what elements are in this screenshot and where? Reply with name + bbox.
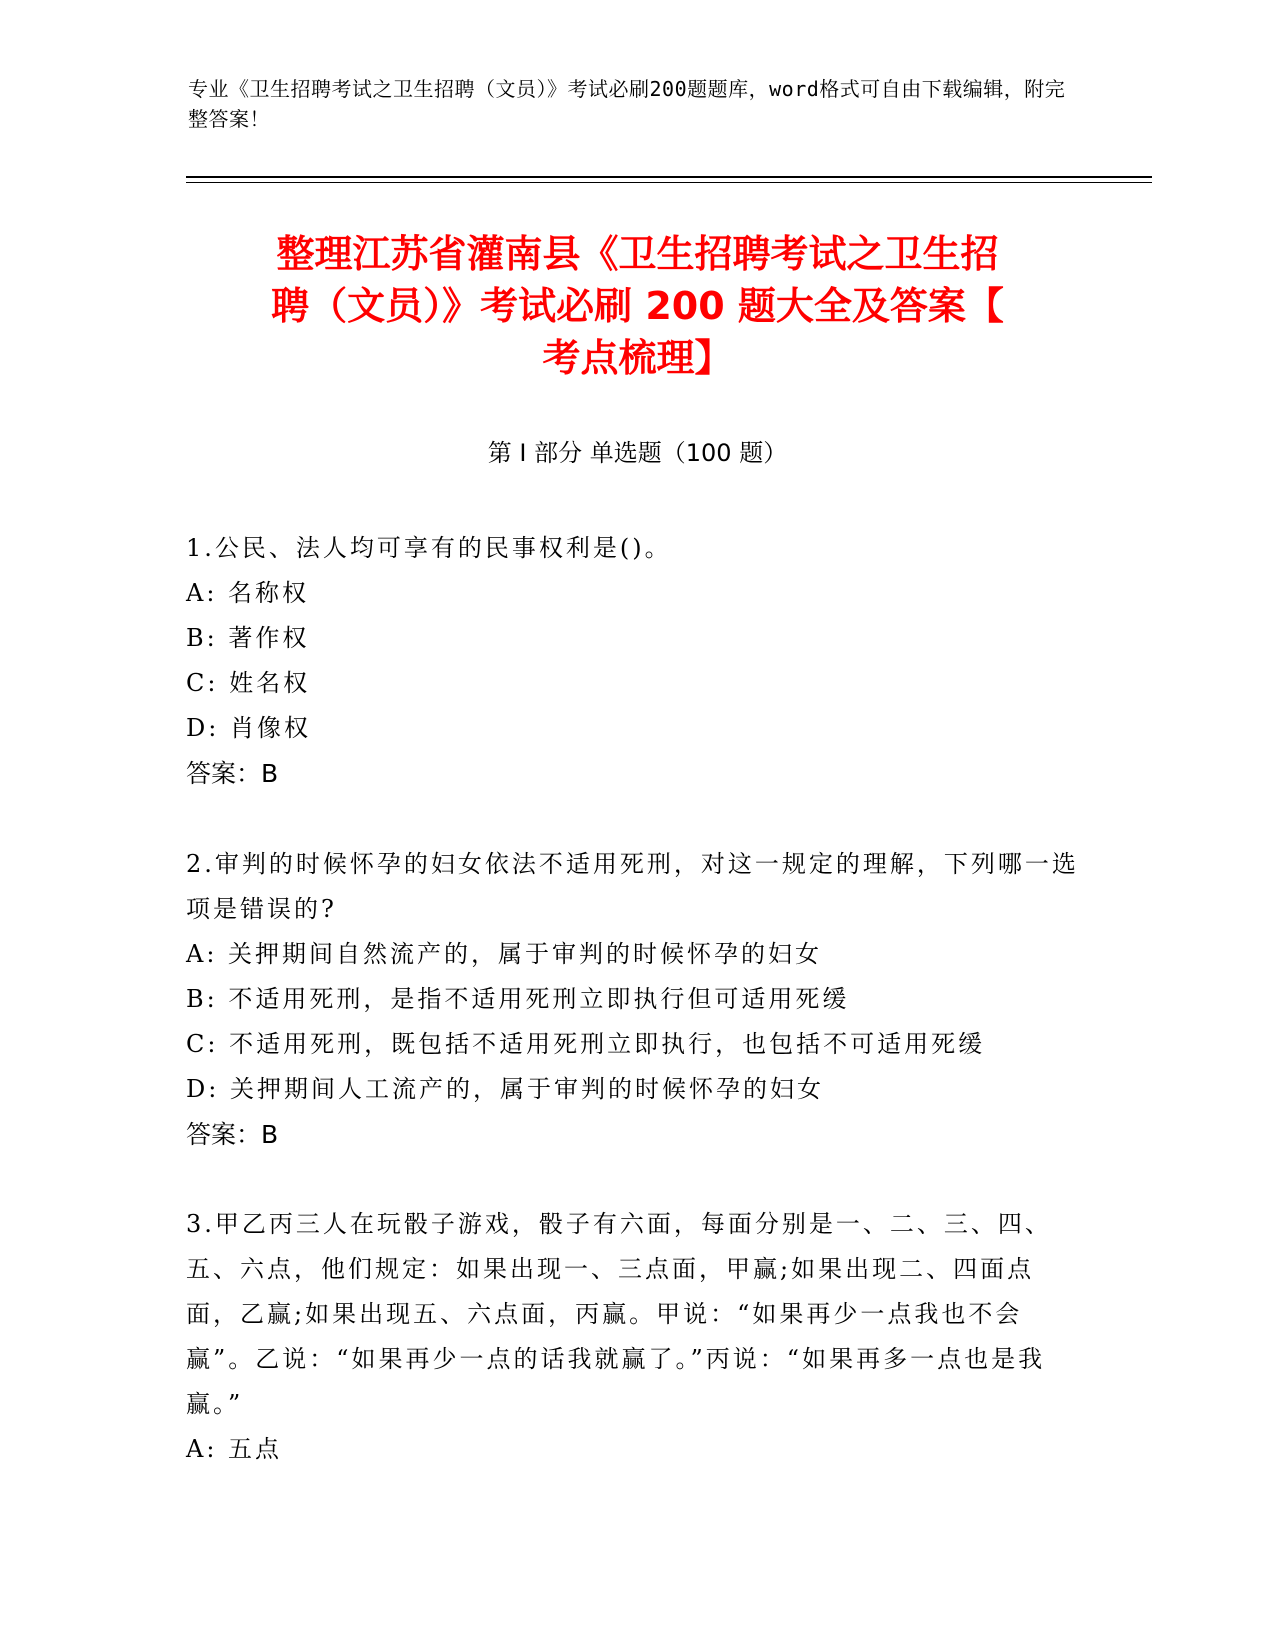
question-2: [186, 842, 1086, 1157]
title-line-3: 考点梳理】: [542, 336, 733, 380]
question-3: [186, 1202, 1086, 1472]
title-line-2: 聘（文员）》考试必刷 200 题大全及答案【: [271, 284, 1004, 328]
answer: 答案：B: [186, 1120, 279, 1149]
option-b: B: 不适用死刑，是指不适用死刑立即执行但可适用死缓: [186, 985, 850, 1013]
option-a: A: 关押期间自然流产的，属于审判的时候怀孕的妇女: [186, 940, 823, 968]
answer: 答案：B: [186, 759, 279, 788]
option-c: C: 姓名权: [186, 669, 311, 697]
question-1: [186, 526, 1086, 796]
question-text: 1.公民、法人均可享有的民事权利是()。: [186, 534, 672, 562]
question-text: 3.甲乙丙三人在玩骰子游戏，骰子有六面，每面分别是一、二、三、四、五、六点，他们规定：如果出现一、三点面，甲赢;如果出现二、四面点面，乙赢;如果出现五、六点面，丙赢。甲说：“如果再少一点我也不会赢”。乙说：“如果再少一点的话我就赢了。”丙说：“如果再多一点也是我赢。”: [186, 1210, 1052, 1418]
option-b: B: 著作权: [186, 624, 310, 652]
document-title: [150, 228, 1125, 384]
question-text: 2.审判的时候怀孕的妇女依法不适用死刑，对这一规定的理解，下列哪一选项是错误的?: [186, 850, 1079, 923]
option-a: A: 五点: [186, 1435, 283, 1463]
option-d: D: 关押期间人工流产的，属于审判的时候怀孕的妇女: [186, 1075, 824, 1103]
section-heading: 第 I 部分 单选题（100 题）: [487, 439, 788, 467]
header-rule-thin: [186, 182, 1152, 183]
option-a: A: 名称权: [186, 579, 310, 607]
header-note: 专业《卫生招聘考试之卫生招聘（文员）》考试必刷200题题库，word格式可自由下载编辑，附完整答案！: [188, 77, 1066, 131]
title-line-1: 整理江苏省灌南县《卫生招聘考试之卫生招: [276, 232, 999, 276]
option-c: C: 不适用死刑，既包括不适用死刑立即执行，也包括不可适用死缓: [186, 1030, 986, 1058]
option-d: D: 肖像权: [186, 714, 311, 742]
header-rule-thick: [186, 176, 1152, 178]
